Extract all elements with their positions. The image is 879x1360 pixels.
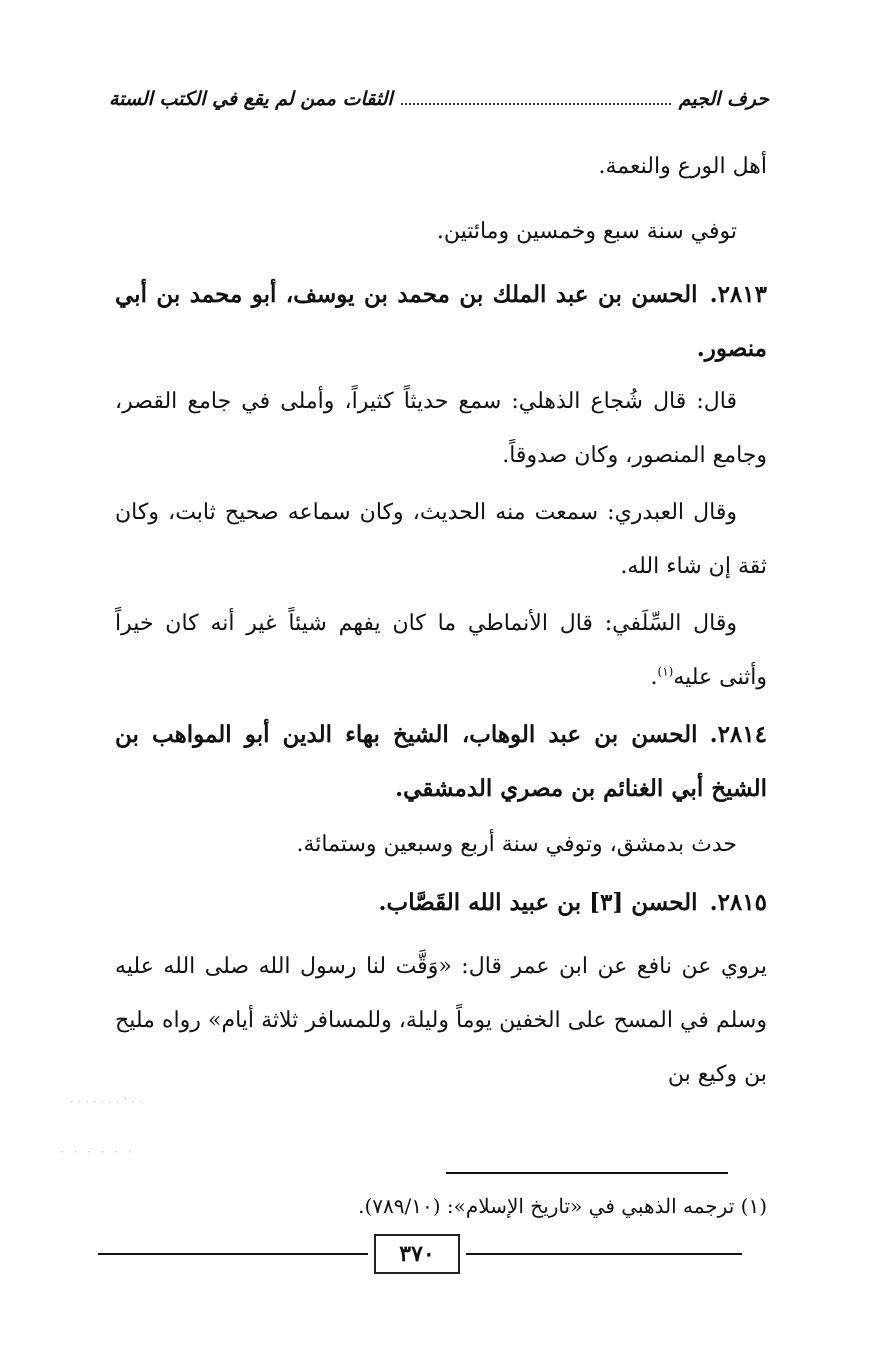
paragraph-5-end: . <box>650 665 658 690</box>
running-header <box>109 88 769 110</box>
paragraph-1-text: أهل الورع والنعمة. <box>598 154 767 179</box>
paragraph-2-text: توفي سنة سبع وخمسين ومائتين. <box>436 219 737 244</box>
entry-2814 <box>115 708 767 816</box>
entry-title: الحسن [٣] بن عبيد الله القَصَّاب. <box>378 889 698 916</box>
paragraph-7 <box>115 940 767 1102</box>
entry-number: ٢٨١٥. <box>709 889 767 916</box>
paragraph-4 <box>115 486 767 594</box>
entry-number: ٢٨١٣. <box>709 281 767 308</box>
paragraph-6-text: حدث بدمشق، وتوفي سنة أربع وسبعين وستمائة. <box>296 832 737 857</box>
entry-2813 <box>115 268 767 376</box>
paragraph-3 <box>115 375 767 483</box>
entry-title: الحسن بن عبد الوهاب، الشيخ بهاء الدين أبو المواهب بن الشيخ أبي الغنائم بن مصري الدمشقي. <box>115 721 767 802</box>
scan-bleedthrough: · · · · · · <box>60 1145 135 1159</box>
entry-number: ٢٨١٤. <box>709 721 767 748</box>
paragraph-4-text: وقال العبدري: سمعت منه الحديث، وكان سماعه صحيح ثابت، وكان ثقة إن شاء الله. <box>115 500 767 579</box>
scan-bleedthrough: · · ٬ · · · · · · · <box>70 1095 143 1109</box>
entry-2815 <box>115 876 767 930</box>
page-number: ٣٧٠ <box>374 1234 460 1274</box>
header-chapter: حرف الجيم <box>678 88 769 110</box>
header-book-title: الثقات ممن لم يقع في الكتب الستة <box>109 88 393 110</box>
paragraph-1 <box>115 140 767 194</box>
paragraph-5-text: وقال السِّلَفي: قال الأنماطي ما كان يفهم شيئاً غير أنه كان خيراً وأثنى عليه <box>115 611 767 690</box>
paragraph-3-text: قال: قال شُجاع الذهلي: سمع حديثاً كثيراً، وأملى في جامع القصر، وجامع المنصور، وكان صدوقاً. <box>115 389 767 468</box>
paragraph-6 <box>115 818 767 872</box>
paragraph-2 <box>115 205 767 259</box>
bottom-rule-left <box>98 1253 368 1255</box>
paragraph-5 <box>115 597 767 705</box>
footnote-separator <box>446 1172 728 1174</box>
entry-title: الحسن بن عبد الملك بن محمد بن يوسف، أبو محمد بن أبي منصور. <box>115 281 767 362</box>
footnote-marker: (١) <box>657 664 674 679</box>
bottom-rule-right <box>466 1253 742 1255</box>
footnote: (١) ترجمه الذهبي في «تاريخ الإسلام»: (٧٨٩/١٠). <box>358 1194 767 1218</box>
paragraph-7-text: يروي عن نافع عن ابن عمر قال: «وَقَّت لنا رسول الله صلى الله عليه وسلم في المسح على الخفين يوماً وليلة، وللمسافر ثلاثة أيام» رواه مليح بن وكيع بن <box>115 954 767 1087</box>
header-dot-leader <box>401 102 671 105</box>
